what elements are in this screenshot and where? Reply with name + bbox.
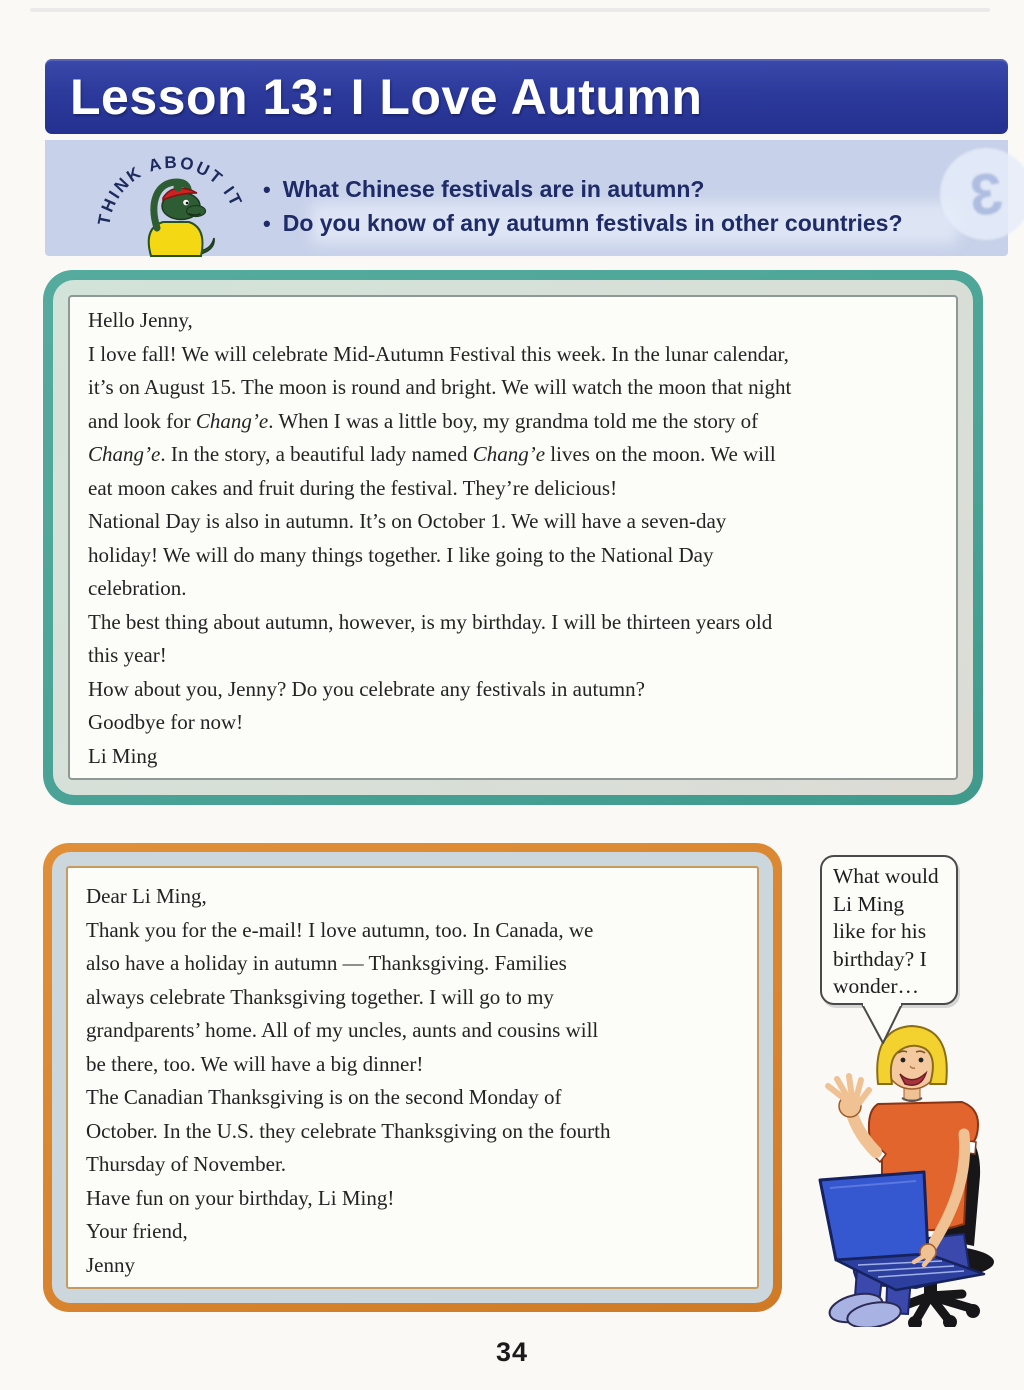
li-ming-email-paper (68, 295, 958, 780)
question-item (263, 176, 903, 203)
speech-bubble-tail (840, 1003, 914, 1047)
li-ming-email-inner-frame (53, 280, 973, 795)
li-ming-email-text: Hello Jenny, I love fall! We will celebrate Mid-Autumn Festival this week. In the lunar calendar, it’s on August 15. The moon is round and bright. We will watch the moon that night and look for Chang’e. When I was a little boy, my grandma told me the story of Chang’e. In the story, a beautiful lady named Chang’e lives on the moon. We will eat moon cakes and fruit during the festival. They’re delicious! National Day is also in autumn. It’s on October 1. We will have a seven-day holiday! We will do many things together. I like going to the National Day celebration. The best thing about autumn, however, is my birthday. I will be thirteen years old this year! How about you, Jenny? Do you celebrate any festivals in autumn? Goodbye for now! Li Ming (88, 308, 792, 768)
think-about-it-questions (263, 176, 903, 237)
question-text: What Chinese festivals are in autumn? (282, 176, 705, 202)
scan-artifact (30, 8, 990, 12)
jenny-email-paper (66, 866, 759, 1289)
bleed-through-circle (940, 148, 1024, 240)
bullet-icon: • (263, 177, 271, 202)
lesson-title: Lesson 13: I Love Autumn (70, 68, 703, 125)
jenny-email-text: Dear Li Ming, Thank you for the e-mail! I love autumn, too. In Canada, we also have a holiday in autumn — Thanksgiving. Families always celebrate Thanksgiving together. I will go to my grandparents’ home. All of my uncles, aunts and cousins will be there, too. We will have a big dinner! The Canadian Thanksgiving is on the second Monday of October. In the U.S. they celebrate Thanksgiving on the fourth Thursday of November. Have fun on your birthday, Li Ming! Your friend, Jenny (86, 884, 611, 1277)
li-ming-email-box (43, 270, 983, 805)
bullet-icon: • (263, 211, 271, 236)
lesson-title-banner (45, 59, 1008, 134)
bleed-through-numeral: 3 (966, 159, 1006, 229)
think-about-it-mascot-icon (93, 144, 253, 258)
question-text: Do you know of any autumn festivals in other countries? (282, 210, 903, 236)
jenny-cartoon (812, 1022, 1020, 1327)
question-item (263, 210, 903, 237)
jenny-email-box (43, 843, 782, 1312)
page-number: 34 (495, 1337, 529, 1367)
jenny-email-inner-frame (52, 852, 773, 1303)
mascot-label: THINK ABOUT IT (94, 152, 247, 227)
think-about-it-section (45, 140, 1008, 256)
speech-bubble: What would Li Ming like for his birthday? I wonder… (820, 855, 958, 1005)
